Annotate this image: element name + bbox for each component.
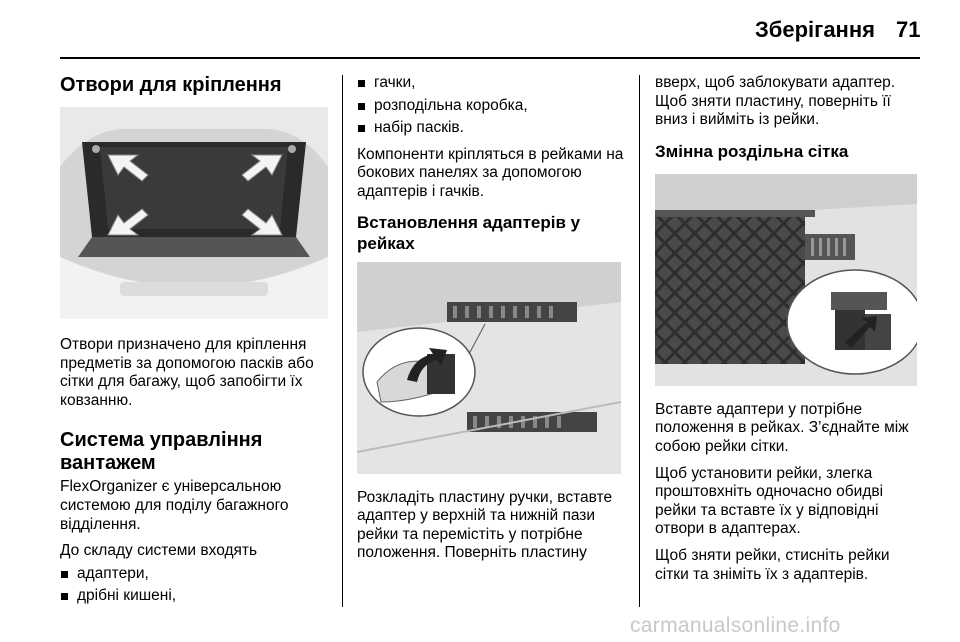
list-item: гачки, <box>357 74 625 93</box>
list-item: дрібні кишені, <box>60 587 328 606</box>
list-item: адаптери, <box>60 565 328 584</box>
bullet-icon <box>61 593 68 600</box>
column-divider-2 <box>639 75 640 607</box>
list-item: розподільна коробка, <box>357 97 625 116</box>
heading-anchor-points: Отвори для кріплення <box>60 74 282 96</box>
paragraph-unfold-plate: Розкладіть пластину ручки, вставте адаптер у верхній та нижній пази рейки та перемістіть у потрібне положення. Поверніть пластину <box>357 488 613 562</box>
list-item: набір пасків. <box>357 119 625 138</box>
bullet-icon <box>358 103 365 110</box>
figure-partition-net <box>655 174 917 386</box>
paragraph-insert-adapters: Вставте адаптери у потрібне положення в рейках. З’єднайте між собою рейки сітки. <box>655 400 909 455</box>
heading-install-adapters: Встановлення адаптерів у рейках <box>357 212 581 253</box>
column-1 <box>60 74 328 606</box>
bullet-icon <box>61 571 68 578</box>
paragraph-anchor-description: Отвори призначено для кріплення предметів за допомогою пасків або сітки для багажу, щоб запобігти їх ковзанню. <box>60 336 314 409</box>
bullet-icon <box>358 125 365 132</box>
paragraph-remove-rails: Щоб зняти рейки, стисніть рейки сітки та зніміть їх з адаптерів. <box>655 546 890 583</box>
figure-adapter-rail <box>357 262 621 474</box>
heading-partition-net: Змінна роздільна сітка <box>655 141 849 161</box>
chapter-title: Зберігання <box>755 17 875 42</box>
paragraph-flexorganizer: FlexOrganizer є універсальною системою для поділу багажного відділення. <box>60 478 289 533</box>
page-number: 71 <box>896 17 921 42</box>
paragraph-rail-mounting: Компоненти кріпляться в рейками на бокових панелях за допомогою адаптерів і гачків. <box>357 145 624 200</box>
paragraph-components-intro: До складу системи входять <box>60 542 258 560</box>
watermark: carmanualsonline.info <box>630 614 841 637</box>
figure-trunk-anchors <box>60 107 328 319</box>
heading-cargo-management: Система управління вантажем <box>60 429 263 475</box>
bullet-icon <box>358 80 365 87</box>
column-3 <box>655 74 923 584</box>
column-divider-1 <box>342 75 343 607</box>
column-2 <box>357 74 625 563</box>
page-header <box>0 0 960 58</box>
paragraph-lock-adapter: вверх, щоб заблокувати адаптер. Щоб зняти пластину, поверніть її вниз і вийміть із рейки. <box>655 74 896 129</box>
paragraph-install-rails: Щоб установити рейки, злегка проштовхніть одночасно обидві рейки та вставте їх у відповідні отвори в адаптерах. <box>655 464 884 538</box>
header-rule <box>60 57 920 59</box>
